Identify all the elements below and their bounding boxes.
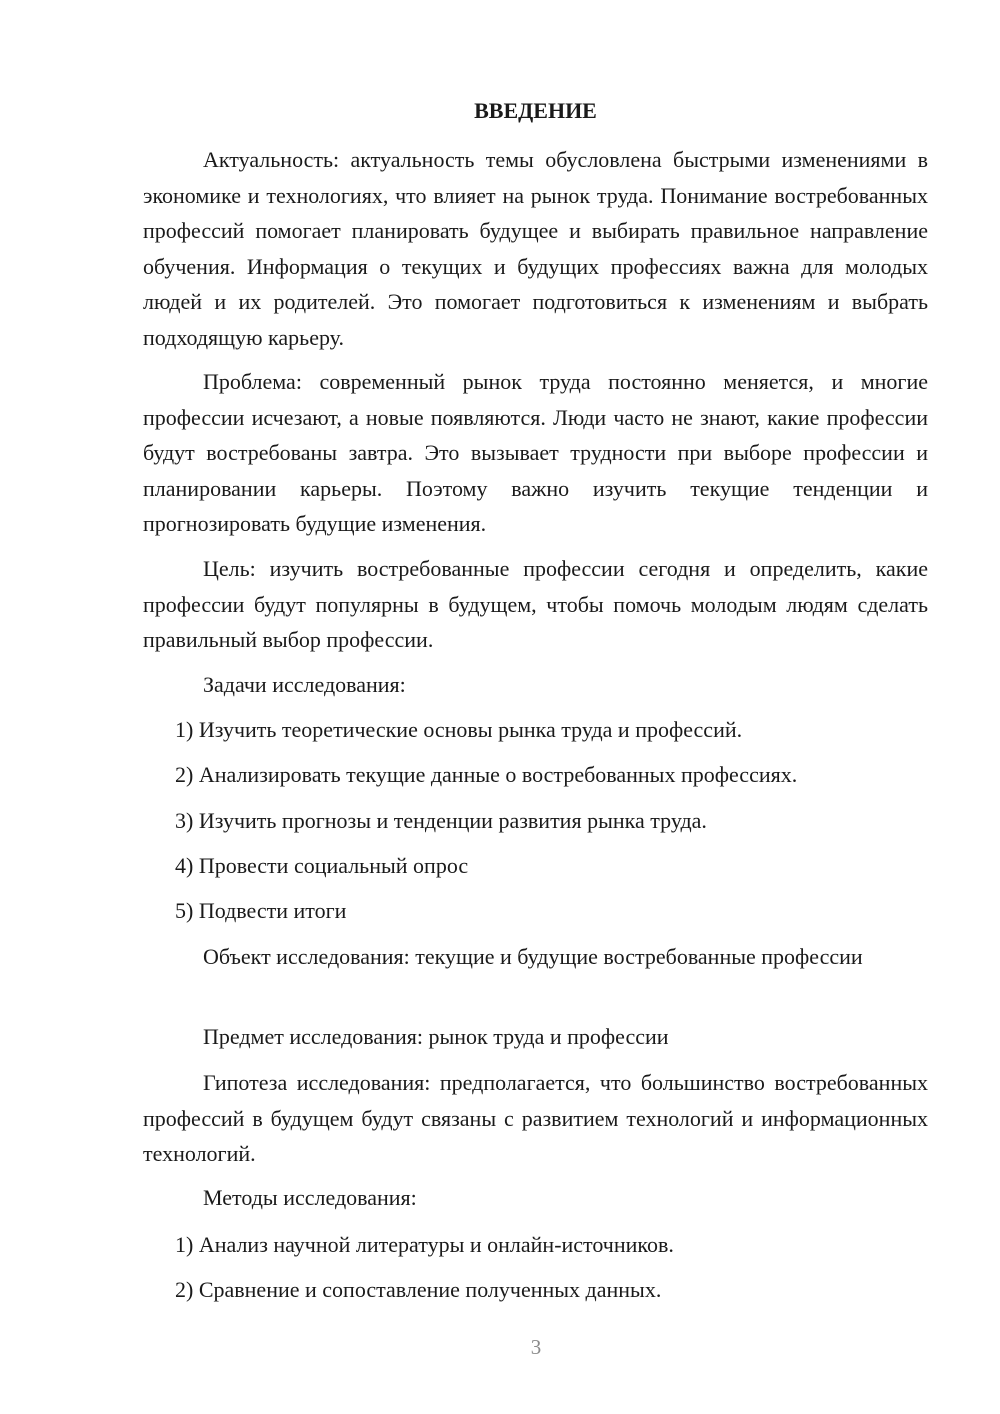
- method-item: 2) Сравнение и сопоставление полученных данных.: [175, 1277, 662, 1302]
- task-item: 4) Провести социальный опрос: [175, 853, 469, 878]
- method-item: 1) Анализ научной литературы и онлайн-источников.: [175, 1232, 674, 1257]
- tasks-heading: Задачи исследования:: [203, 672, 406, 697]
- page-title: ВВЕДЕНИЕ: [474, 98, 597, 123]
- object-paragraph: Объект исследования: текущие и будущие востребованные профессии: [203, 944, 863, 969]
- task-item: 3) Изучить прогнозы и тенденции развития рынка труда.: [175, 808, 707, 833]
- task-item: 5) Подвести итоги: [175, 898, 347, 923]
- problem-paragraph: Проблема: современный рынок труда постоянно меняется, и многие профессии исчезают, а новые появляются. Люди часто не знают, какие профессии будут востребованы завтра. Это вызывает трудности при выборе профессии и планировании карьеры. Поэтому важно изучить текущие тенденции и прогнозировать будущие изменения.: [143, 369, 928, 536]
- task-item: 1) Изучить теоретические основы рынка труда и профессий.: [175, 717, 743, 742]
- hypothesis-paragraph: Гипотеза исследования: предполагается, что большинство востребованных профессий в будущем будут связаны с развитием технологий и информационных технологий.: [143, 1070, 928, 1166]
- methods-heading: Методы исследования:: [203, 1185, 417, 1210]
- page-number: 3: [530, 1335, 542, 1359]
- goal-paragraph: Цель: изучить востребованные профессии сегодня и определить, какие профессии будут популярны в будущем, чтобы помочь молодым людям сделать правильный выбор профессии.: [143, 556, 928, 652]
- task-item: 2) Анализировать текущие данные о востребованных профессиях.: [175, 762, 798, 787]
- relevance-paragraph: Актуальность: актуальность темы обусловлена быстрыми изменениями в экономике и технологиях, что влияет на рынок труда. Понимание востребованных профессий помогает планировать будущее и выбирать правильное направление обучения. Информация о текущих и будущих профессиях важна для молодых людей и их родителей. Это помогает подготовиться к изменениям и выбрать подходящую карьеру.: [143, 147, 928, 350]
- subject-paragraph: Предмет исследования: рынок труда и профессии: [203, 1024, 669, 1049]
